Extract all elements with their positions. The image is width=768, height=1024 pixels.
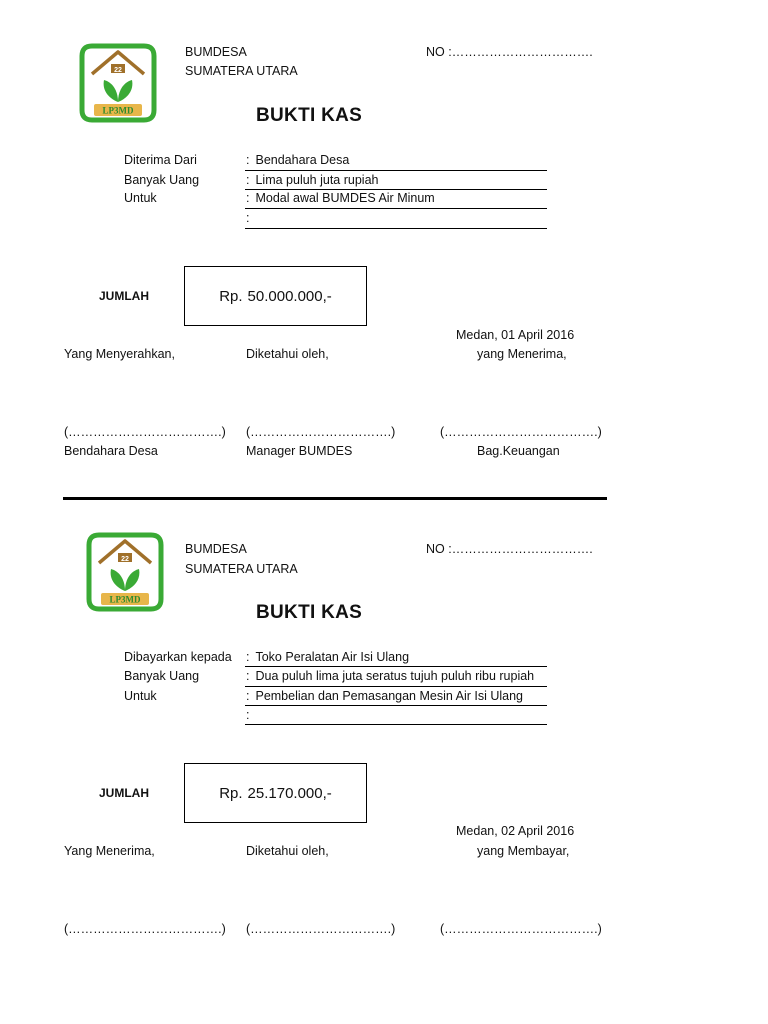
field-value-purpose: : Modal awal BUMDES Air Minum bbox=[246, 191, 435, 205]
field-underline bbox=[245, 666, 547, 667]
sig-right-blank: (……………………………….) bbox=[440, 922, 602, 936]
date-place: Medan, 02 April 2016 bbox=[456, 824, 575, 838]
receipt-number: NO :……………………………. bbox=[426, 45, 593, 59]
logo-text: LP3MD bbox=[102, 105, 134, 116]
sig-right-name: Bag.Keuangan bbox=[477, 444, 560, 458]
field-value-extra: : bbox=[246, 708, 250, 722]
jumlah-label: JUMLAH bbox=[99, 786, 149, 800]
logo-text: LP3MD bbox=[109, 594, 141, 605]
field-label-purpose: Untuk bbox=[124, 191, 157, 205]
sig-mid-blank: (…………………………….) bbox=[246, 425, 396, 439]
field-label-purpose: Untuk bbox=[124, 689, 157, 703]
field-value-extra: : bbox=[246, 211, 250, 225]
amount-value: 25.170.000,- bbox=[247, 784, 332, 802]
logo-number: 22 bbox=[121, 556, 129, 563]
lp3md-logo-icon bbox=[78, 42, 158, 124]
field-label-amount-words: Banyak Uang bbox=[124, 173, 200, 187]
sig-mid-name: Manager BUMDES bbox=[246, 444, 353, 458]
date-place: Medan, 01 April 2016 bbox=[456, 328, 575, 342]
sig-right-role: yang Membayar, bbox=[477, 844, 570, 858]
field-value-amount-words: : Lima puluh juta rupiah bbox=[246, 173, 379, 187]
field-underline bbox=[245, 724, 547, 725]
field-label-paid-to: Dibayarkan kepada bbox=[124, 650, 232, 664]
amount-value: 50.000.000,- bbox=[247, 287, 332, 305]
sig-left-role: Yang Menyerahkan, bbox=[64, 347, 175, 361]
jumlah-label: JUMLAH bbox=[99, 289, 149, 303]
org-region: SUMATERA UTARA bbox=[185, 562, 298, 576]
sig-mid-role: Diketahui oleh, bbox=[246, 347, 329, 361]
field-value-paid-to: : Toko Peralatan Air Isi Ulang bbox=[246, 650, 410, 664]
org-name: BUMDESA bbox=[185, 45, 247, 59]
sig-mid-blank: (…………………………….) bbox=[246, 922, 396, 936]
sig-left-role: Yang Menerima, bbox=[64, 844, 155, 858]
sig-mid-role: Diketahui oleh, bbox=[246, 844, 329, 858]
sig-right-role: yang Menerima, bbox=[477, 347, 567, 361]
field-label-amount-words: Banyak Uang bbox=[124, 669, 200, 683]
field-label-received-from: Diterima Dari bbox=[124, 153, 197, 167]
field-underline bbox=[245, 189, 547, 190]
org-name: BUMDESA bbox=[185, 542, 247, 556]
field-value-purpose: : Pembelian dan Pemasangan Mesin Air Isi Ulang bbox=[246, 689, 523, 703]
field-underline bbox=[245, 705, 547, 706]
amount-box bbox=[184, 266, 367, 326]
amount-prefix: Rp. bbox=[219, 287, 243, 305]
receipt-number: NO :……………………………. bbox=[426, 542, 593, 556]
sig-left-blank: (……………………………….) bbox=[64, 425, 226, 439]
field-value-amount-words: : Dua puluh lima juta seratus tujuh puluh ribu rupiah bbox=[246, 669, 535, 683]
field-underline bbox=[245, 686, 547, 687]
field-underline bbox=[245, 208, 547, 209]
org-region: SUMATERA UTARA bbox=[185, 64, 298, 78]
sig-left-blank: (……………………………….) bbox=[64, 922, 226, 936]
receipt-title: BUKTI KAS bbox=[256, 105, 363, 126]
section-divider bbox=[63, 497, 607, 500]
lp3md-logo-icon bbox=[85, 531, 165, 613]
sig-left-name: Bendahara Desa bbox=[64, 444, 158, 458]
logo-number: 22 bbox=[114, 67, 122, 74]
field-value-received-from: : Bendahara Desa bbox=[246, 153, 350, 167]
amount-box bbox=[184, 763, 367, 823]
sig-right-blank: (……………………………….) bbox=[440, 425, 602, 439]
field-underline bbox=[245, 170, 547, 171]
receipt-title: BUKTI KAS bbox=[256, 602, 363, 623]
field-underline bbox=[245, 228, 547, 229]
amount-prefix: Rp. bbox=[219, 784, 243, 802]
